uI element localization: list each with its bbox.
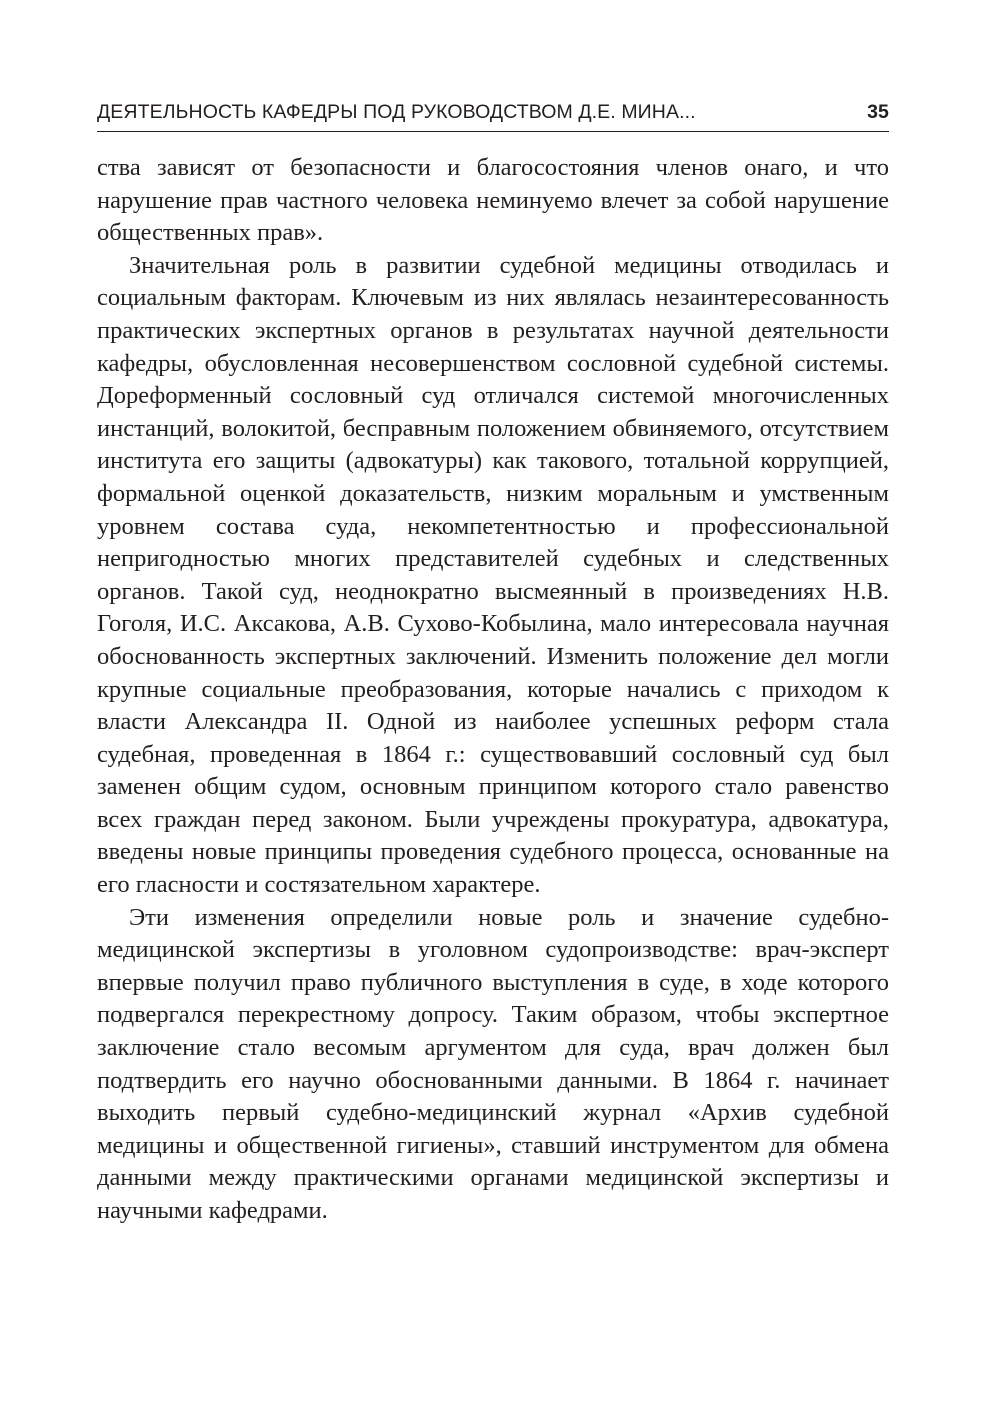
running-title: ДЕЯТЕЛЬНОСТЬ КАФЕДРЫ ПОД РУКОВОДСТВОМ Д.Е. МИНА...: [97, 101, 696, 123]
page-number: 35: [867, 101, 889, 123]
running-head: [97, 101, 889, 132]
paragraph: Эти изменения определили новые роль и значение судебно-медицинской экспертизы в уголовном судопроизводстве: врач-эксперт впервые получил право публичного выступления в суде, в ходе которого подвергался перекрестному допросу. Таким образом, чтобы экспертное заключение стало весомым аргументом для суда, врач должен был подтвердить его научно обоснованными данными. В 1864 г. начинает выходить первый судебно-медицинский журнал «Архив судебной медицины и общественной гигиены», ставший инструментом для обмена данными между практическими органами медицинской экспертизы и научными кафедрами.: [97, 903, 889, 1224]
body-text: [97, 152, 889, 1228]
paragraph-continuation: ства зависят от безопасности и благосостояния членов онаго, и что нарушение прав частного человека неминуемо влечет за собой нарушение общественных прав».: [97, 154, 889, 247]
paragraph: Значительная роль в развитии судебной медицины отводилась и социальным факторам. Ключевым из них являлась незаинтересованность практических экспертных органов в результатах научной деятельности кафедры, обусловленная несовершенством сословной судебной системы. Дореформенный сословный суд отличался системой многочисленных инстанций, волокитой, бесправным положением обвиняемого, отсутствием института его защиты (адвокатуры) как такового, тотальной коррупцией, формальной оценкой доказательств, низким моральным и умственным уровнем состава суда, некомпетентностью и профессиональной непригодностью многих представителей судебных и следственных органов. Такой суд, неоднократно высмеянный в произведениях Н.В. Гоголя, И.С. Аксакова, А.В. Сухово-Кобылина, мало интересовала научная обоснованность экспертных заключений. Изменить положение дел могли крупные социальные преобразования, которые начались с приходом к власти Александра II. Одной из наиболее успешных реформ стала судебная, проведенная в 1864 г.: существовавший сословный суд был заменен общим судом, основным принципом которого стало равенство всех граждан перед законом. Были учреждены прокуратура, адвокатура, введены новые принципы проведения судебного процесса, основанные на его гласности и состязательном характере.: [97, 251, 889, 899]
